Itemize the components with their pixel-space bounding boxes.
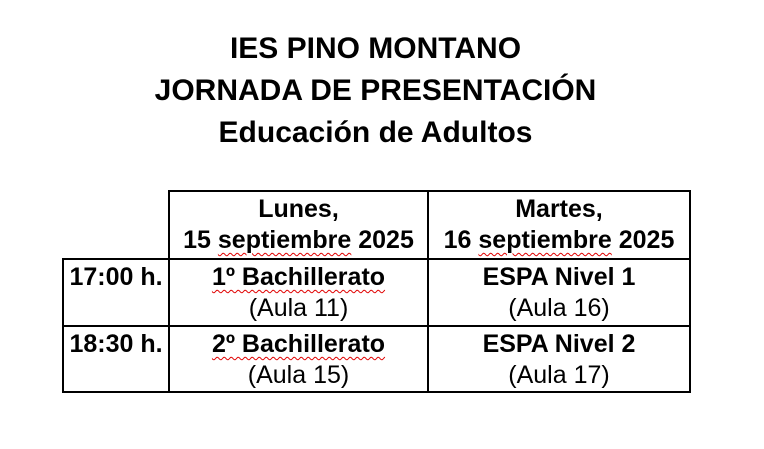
misspelled-word: septiembre xyxy=(217,226,352,254)
room-label: (Aula 16) xyxy=(508,294,610,322)
time-cell-1700: 17:00 h. xyxy=(63,259,169,326)
table-header-row xyxy=(63,191,690,259)
course-name xyxy=(172,329,425,360)
room-label: (Aula 15) xyxy=(247,361,350,389)
tuesday-1700-cell xyxy=(428,259,690,326)
date-suffix: 2025 xyxy=(611,226,675,254)
header-monday-date xyxy=(172,225,425,256)
date-prefix: 15 xyxy=(183,226,218,254)
misspelled-word: 2º Bachillerato xyxy=(211,330,386,358)
course-name xyxy=(172,262,425,293)
header-tuesday-cell xyxy=(428,191,690,259)
document-title-block xyxy=(62,28,689,154)
header-tuesday-day: Martes, xyxy=(515,195,603,223)
header-empty-cell xyxy=(63,191,169,259)
time-cell-1830: 18:30 h. xyxy=(63,326,169,392)
misspelled-word: septiembre xyxy=(478,226,612,254)
header-tuesday-date xyxy=(431,225,687,256)
room-label: (Aula 11) xyxy=(248,294,349,322)
header-monday-day: Lunes, xyxy=(258,195,339,223)
title-line-program: Educación de Adultos xyxy=(218,116,533,149)
title-line-school: IES PINO MONTANO xyxy=(229,32,522,65)
date-suffix: 2025 xyxy=(351,226,414,254)
course-name: ESPA Nivel 1 xyxy=(482,263,636,291)
monday-1700-cell xyxy=(169,259,428,326)
date-prefix: 16 xyxy=(443,226,479,254)
title-line-event: JORNADA DE PRESENTACIÓN xyxy=(154,74,597,107)
misspelled-word: 1º Bachillerato xyxy=(211,263,386,291)
table-row-1830 xyxy=(63,326,690,392)
header-monday-cell xyxy=(169,191,428,259)
schedule-table xyxy=(62,190,691,393)
table-row-1700 xyxy=(63,259,690,326)
room-label: (Aula 17) xyxy=(508,361,610,389)
monday-1830-cell xyxy=(169,326,428,392)
tuesday-1830-cell xyxy=(428,326,690,392)
course-name: ESPA Nivel 2 xyxy=(482,330,636,358)
